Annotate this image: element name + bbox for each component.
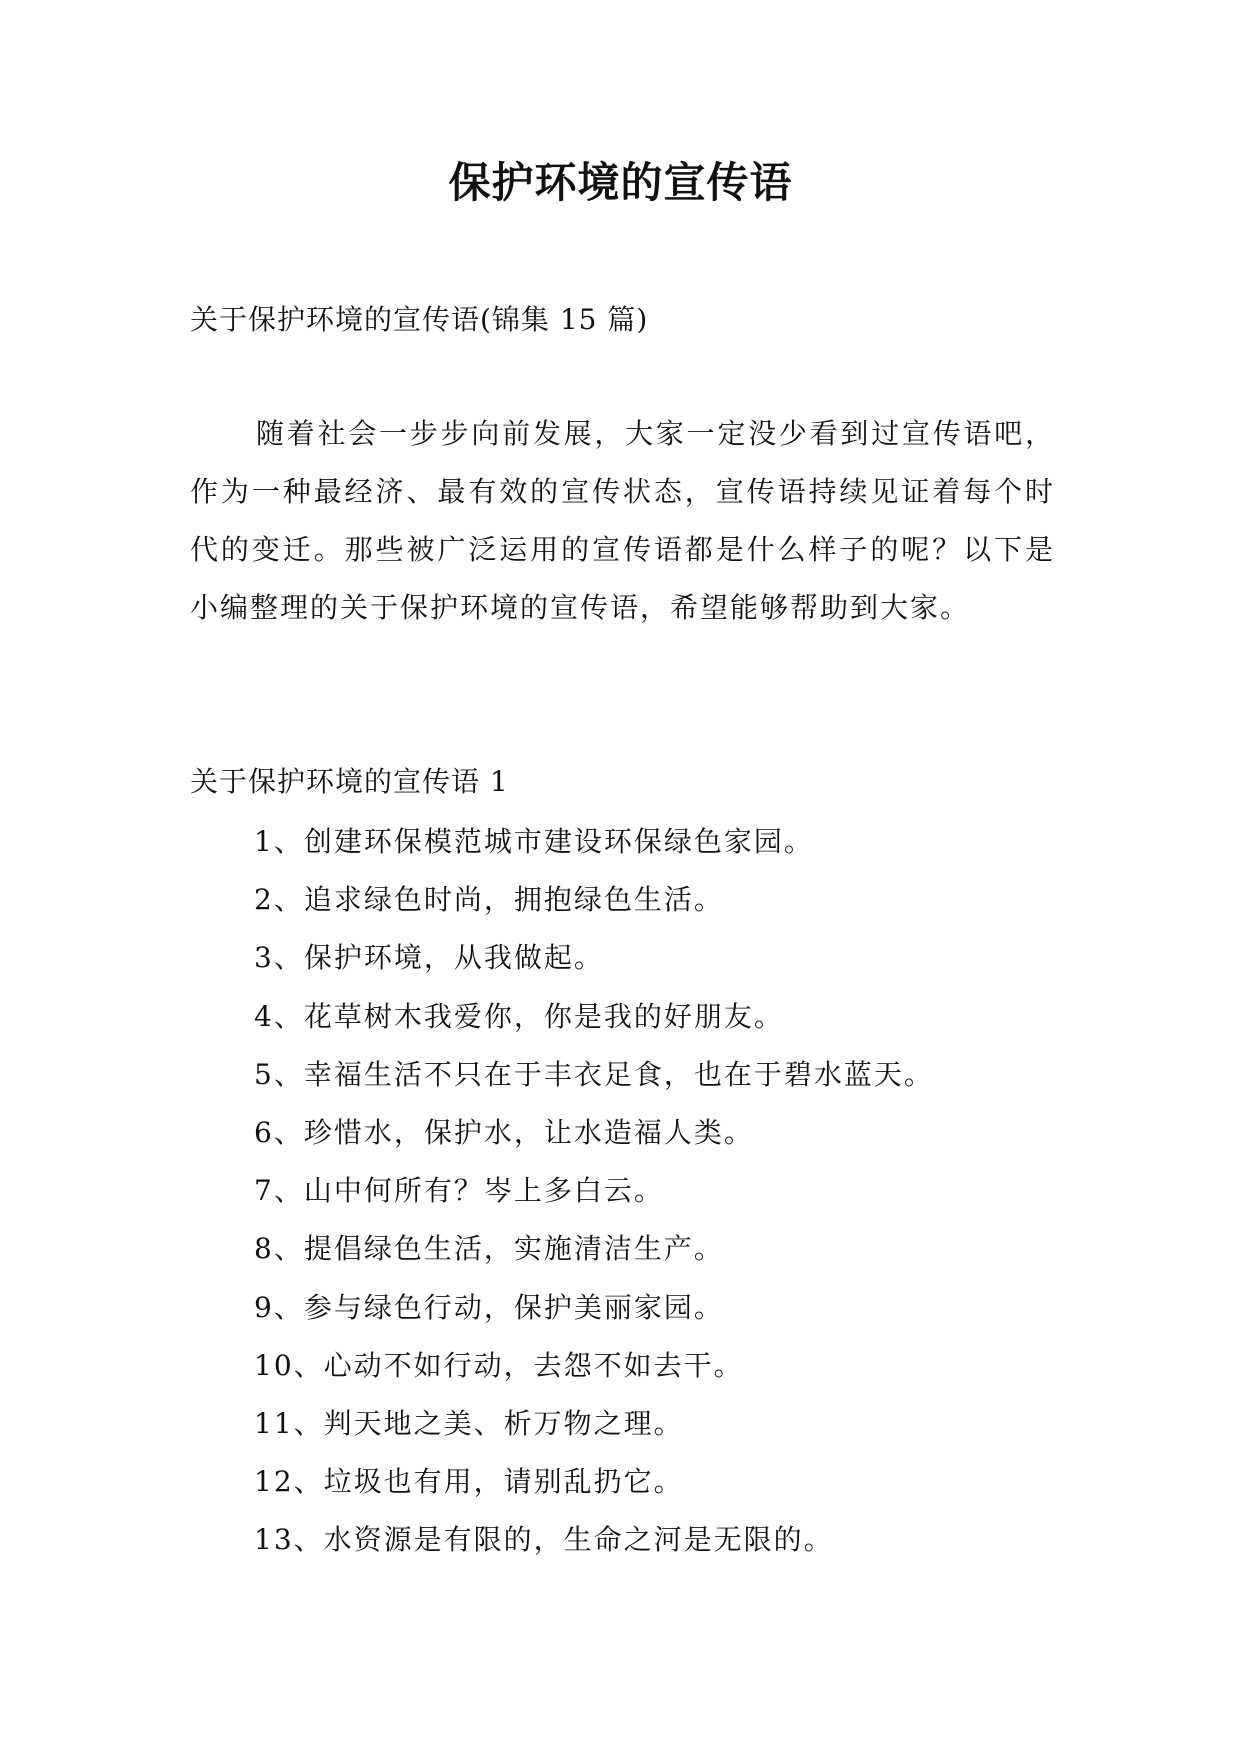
list-item: 8、提倡绿色生活，实施清洁生产。 — [254, 1232, 724, 1266]
slogan-list — [254, 813, 934, 1569]
list-item: 5、幸福生活不只在于丰衣足食，也在于碧水蓝天。 — [254, 1057, 934, 1091]
list-item: 2、追求绿色时尚，拥抱绿色生活。 — [254, 883, 724, 917]
list-item: 7、山中何所有？岑上多白云。 — [254, 1174, 664, 1208]
list-item: 12、垃圾也有用，请别乱扔它。 — [254, 1465, 684, 1499]
section-heading: 关于保护环境的宣传语 1 — [190, 765, 509, 798]
list-item: 4、花草树木我爱你，你是我的好朋友。 — [254, 999, 784, 1033]
document-title: 保护环境的宣传语 — [448, 158, 793, 207]
intro-paragraph: 随着社会一步步向前发展，大家一定没少看到过宣传语吧，作为一种最经济、最有效的宣传状态，宣传语持续见证着每个时代的变迁。那些被广泛运用的宣传语都是什么样子的呢？以下是小编整理的关于保护环境的宣传语，希望能够帮助到大家。 — [190, 417, 1055, 624]
list-item: 11、判天地之美、析万物之理。 — [254, 1406, 684, 1440]
list-item: 10、心动不如行动，去怨不如去干。 — [254, 1348, 744, 1382]
list-item: 13、水资源是有限的，生命之河是无限的。 — [254, 1523, 834, 1557]
list-item: 3、保护环境，从我做起。 — [254, 941, 604, 975]
document-subtitle: 关于保护环境的宣传语(锦集 15 篇) — [190, 303, 649, 336]
list-item: 6、珍惜水，保护水，让水造福人类。 — [254, 1115, 754, 1149]
list-item: 1、创建环保模范城市建设环保绿色家园。 — [254, 825, 814, 858]
list-item: 9、参与绿色行动，保护美丽家园。 — [254, 1290, 724, 1324]
